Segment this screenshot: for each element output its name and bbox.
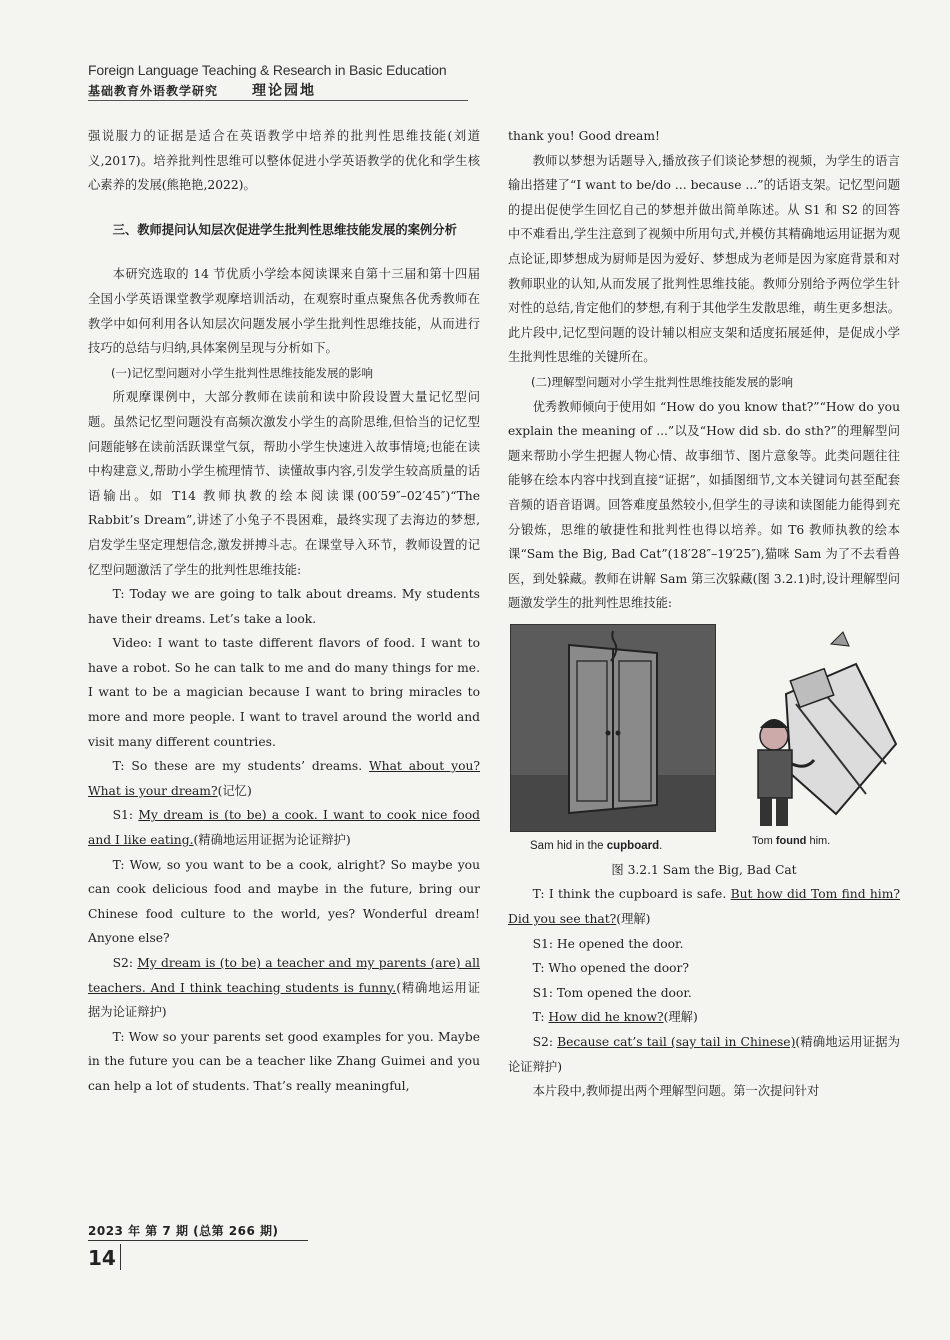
dialogue-line: T: How did he know?(理解) [532, 1010, 698, 1025]
footer-divider [88, 1240, 308, 1241]
right-column [508, 124, 900, 1104]
section-name: 理论园地 [252, 83, 317, 99]
page-number-divider [120, 1244, 121, 1270]
page-number: 14 [88, 1246, 116, 1270]
paragraph: 强说服力的证据是适合在英语教学中培养的批判性思维技能(刘道义,2017)。培养批判性思维可以整体促进小学英语教学的优化和学生核心素养的发展(熊艳艳,2022)。 [88, 129, 480, 193]
figure-caption-right: Tom found him. [752, 834, 831, 847]
dialogue-line: T: Wow, so you want to be a cook, alright? So maybe you can cook delicious food and maybe in the future, bring our Chinese food culture to the world, yes? Wonderful dream! Anyone else? [88, 857, 480, 946]
journal-title-cn: 基础教育外语教学研究 [88, 84, 219, 98]
dialogue-line: T: So these are my students’ dreams. What about you? What is your dream?(记忆) [88, 759, 480, 798]
figure-3-2-1 [508, 624, 900, 852]
paragraph: 优秀教师倾向于使用如 “How do you know that?”“How do you explain the meaning of ...”以及“How did sb. do sth?”的理解型问题来帮助小学生把握人物心情、故事细节、图片意象等。此类问题往往能够在绘本内容中找到直接“证据”，如插图细节,文本关键词句甚至配套音频的语音语调。回答难度虽然较小,但学生的寻读和读图能力能得到充分锻炼，思维的敏捷性和批判性也得以培养。如 T6 教师执教的绘本课“Sam the Big, Bad Cat”(18′28″–19′25″),猫咪 Sam 为了不去看兽医，到处躲藏。教师在讲解 Sam 第三次躲藏(图 3.2.1)时,设计理解型问题激发学生的批判性思维技能: [508, 399, 900, 611]
dialogue-line: thank you! Good dream! [508, 129, 660, 143]
dialogue-line: T: Who opened the door? [532, 961, 690, 976]
dialogue-line: Video: I want to taste different flavors of food. I want to have a robot. So he can talk to me and do many things for me. I want to be a magician because I want to bring miracles to more and more people. I want to travel around the world and visit many different countries. [88, 636, 480, 749]
dialogue-line: T: I think the cupboard is safe. But how did Tom find him? Did you see that?(理解) [508, 887, 900, 927]
dialogue-line: S1: My dream is (to be) a cook. I want to cook nice food and I like eating.(精确地运用证据为论证辩护) [88, 808, 480, 848]
issue-info: 2023 年 第 7 期 (总第 266 期) [88, 1224, 279, 1238]
paragraph: 本研究选取的 14 节优质小学绘本阅读课来自第十三届和第十四届全国小学英语课堂教学观摩培训活动，在观察时重点聚焦各优秀教师在教学中如何利用各认知层次问题发展小学生批判性思维技能，从而进行技巧的总结与归纳,具体案例呈现与分析如下。 [88, 267, 480, 356]
left-column [88, 124, 480, 1099]
journal-title-en: Foreign Language Teaching & Research in Basic Education [88, 62, 468, 78]
tom-finds-sam-illustration [736, 624, 900, 830]
paragraph: 教师以梦想为话题导入,播放孩子们谈论梦想的视频，为学生的语言输出搭建了“I want to be/do ... because ...”的话语支架。记忆型问题的提出促使学生回忆自己的梦想并做出简单陈述。从 S1 和 S2 的回答中不难看出,学生注意到了视频中所用句式,并模仿其精确地运用证据为观点论证,即梦想成为厨师是因为爱好、梦想成为老师是因为家庭背景和对教师职业的认知,从而发展了批判性思维技能。教师分别给予两位学生针对性的总结,肯定他们的梦想,有利于其他学生发散思维，萌生更多想法。此片段中,记忆型问题的设计辅以相应支架和适度拓展延伸，是促成小学生批判性思维的关键所在。 [508, 153, 900, 365]
paragraph: 所观摩课例中，大部分教师在读前和读中阶段设置大量记忆型问题。虽然记忆型问题没有高频次激发小学生的高阶思维,但恰当的记忆型问题能够在读前活跃课堂气氛，帮助小学生快速进入故事情境;也能在读中构建意义,帮助小学生梳理情节、读懂故事内容,引发学生较高质量的话语输出。如 T14 教师执教的绘本阅读课(00′59″–02′45″)“The Rabbit’s Dream”,讲述了小兔子不畏困难，最终实现了去海边的梦想,启发学生坚定理想信念,激发拼搏斗志。在课堂导入环节，教师设置的记忆型问题激活了学生的批判性思维技能: [88, 390, 480, 577]
figure-caption-left: Sam hid in the cupboard. [530, 839, 663, 852]
paragraph: 本片段中,教师提出两个理解型问题。第一次提问针对 [532, 1084, 820, 1099]
running-header [88, 62, 468, 100]
dialogue-line: S2: My dream is (to be) a teacher and my parents (are) all teachers. And I think teaching students is funny.(精确地运用证据为论证辩护) [88, 956, 480, 1020]
cupboard-illustration [510, 624, 716, 832]
subsection-heading: (一)记忆型问题对小学生批判性思维技能发展的影响 [111, 365, 373, 380]
header-divider [88, 100, 468, 101]
dialogue-line: S2: Because cat’s tail (say tail in Chinese)(精确地运用证据为论证辩护) [508, 1035, 900, 1074]
dialogue-line: S1: Tom opened the door. [532, 985, 692, 1000]
dialogue-line: T: Wow so your parents set good examples for you. Maybe in the future you can be a teacher like Zhang Guimei and you can help a lot of students. That’s really meaningful, [88, 1029, 480, 1093]
dialogue-line: S1: He opened the door. [532, 936, 684, 951]
section-heading: 三、教师提问认知层次促进学生批判性思维技能发展的案例分析 [112, 222, 457, 237]
figure-title: 图 3.2.1 Sam the Big, Bad Cat [611, 862, 797, 877]
subsection-heading: (二)理解型问题对小学生批判性思维技能发展的影响 [531, 374, 793, 389]
dialogue-line: T: Today we are going to talk about dreams. My students have their dreams. Let’s take a look. [88, 587, 480, 626]
